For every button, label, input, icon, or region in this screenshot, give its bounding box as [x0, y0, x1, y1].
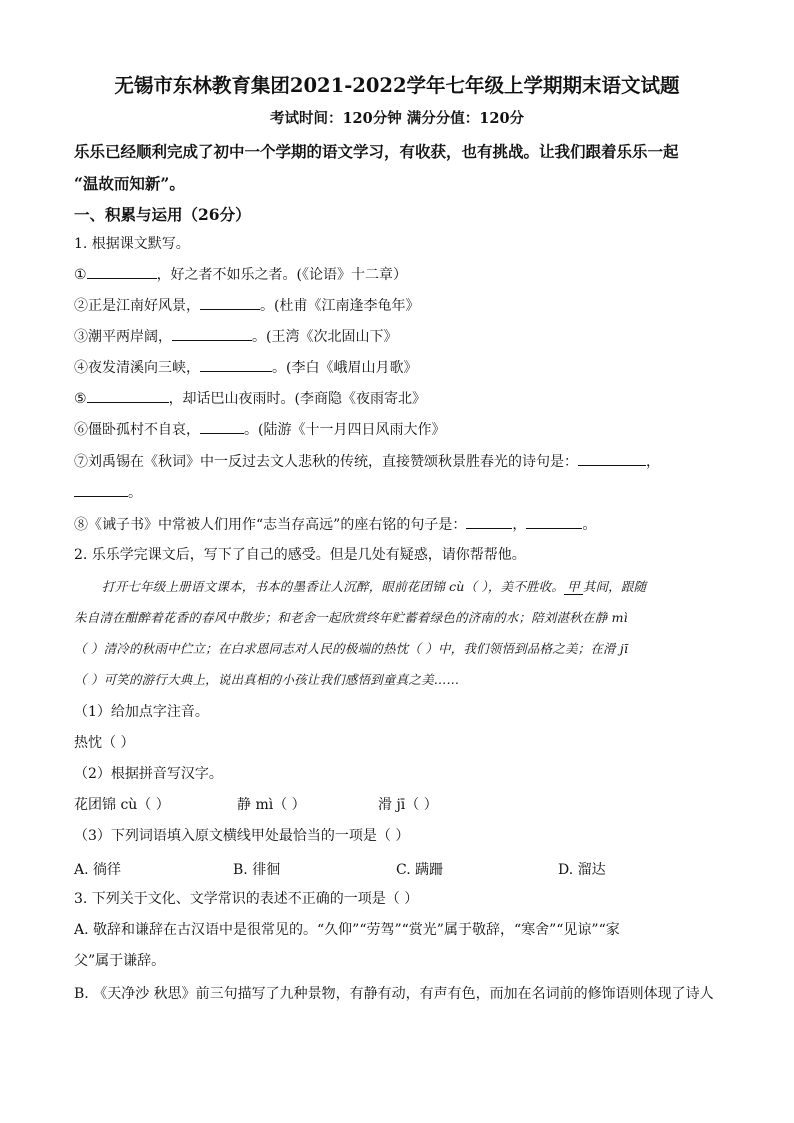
q2-option-d[interactable]: D. 溜达: [558, 862, 606, 878]
q1-item-4-pre: ④夜发清溪向三峡，: [74, 360, 200, 376]
q2-sub2-a[interactable]: 花团锦 cù（ ）: [74, 797, 170, 813]
q1-item-4-blank[interactable]: [200, 357, 272, 372]
q3-option-a-line-1[interactable]: A. 敬辞和谦辞在古汉语中是很常见的。“久仰”“劳驾”“赏光”属于敬辞，“寒舍”“见谅”“家: [74, 922, 620, 938]
q2-sub2-b[interactable]: 静 mì（ ）: [237, 797, 306, 813]
q1-item-7-blank-2[interactable]: [74, 482, 128, 497]
intro-line-1: 乐乐已经顺利完成了初中一个学期的语文学习，有收获，也有挑战。让我们跟着乐乐一起: [74, 142, 679, 161]
q1-stem: 1. 根据课文默写。: [74, 236, 190, 252]
q1-item-2: [74, 295, 419, 316]
q1-item-2-post: 。(杜甫《江南逢李龟年》: [260, 298, 420, 314]
q1-item-3: [74, 326, 397, 347]
exam-subtitle: 考试时间：120分钟 满分分值：120分: [269, 110, 525, 127]
q2-passage-line-2: 朱自清在酣醉着花香的春风中散步；和老舍一起欣赏终年贮蓄着绿色的济南的水；陪刘湛秋在静 mì: [74, 610, 628, 625]
q3-option-a-line-2[interactable]: 父”属于谦辞。: [74, 953, 166, 969]
q2-option-b[interactable]: B. 徘徊: [233, 862, 281, 878]
q2-sub1-answer[interactable]: 热忱（ ）: [74, 735, 135, 751]
q2-option-a[interactable]: A. 徜徉: [74, 862, 122, 878]
q2-passage-1b: 其间，跟随: [582, 579, 647, 594]
q2-sub1: （1）给加点字注音。: [74, 704, 209, 720]
q1-item-7-pre: ⑦刘禹锡在《秋词》中一反过去文人悲秋的传统，直接赞颂秋景胜春光的诗句是：: [74, 454, 578, 470]
q1-item-5-pre: ⑤: [74, 391, 87, 407]
q2-passage-line-1: [102, 577, 646, 597]
q2-jia-blank[interactable]: 甲: [564, 579, 583, 595]
q1-item-1-post: ，好之者不如乐之者。(《论语》十二章）: [156, 267, 408, 283]
q2-option-c[interactable]: C. 蹒跚: [396, 862, 444, 878]
q1-item-1-pre: ①: [74, 267, 87, 283]
q1-item-1-blank[interactable]: [87, 264, 157, 279]
q2-sub2-c[interactable]: 滑 jī（ ）: [378, 797, 438, 813]
q1-item-7: [74, 451, 660, 472]
q1-item-7-cont: [74, 482, 142, 503]
q1-item-3-blank[interactable]: [172, 326, 252, 341]
q3-stem: 3. 下列关于文化、文学常识的表述不正确的一项是（ ）: [74, 891, 419, 907]
q1-item-7-end: 。: [128, 485, 142, 501]
q3-option-b-line-1[interactable]: B. 《天净沙 秋思》前三句描写了九种景物，有静有动，有声有色，而加在名词前的修饰语则体现了诗人: [74, 986, 714, 1002]
q2-sub2: （2）根据拼音写汉字。: [74, 766, 223, 782]
q1-item-8-blank-1[interactable]: [466, 514, 512, 529]
q1-item-4: [74, 357, 417, 378]
q1-item-6: [74, 419, 445, 440]
q1-item-8-pre: ⑧《诫子书》中常被人们用作“志当存高远”的座右铭的句子是：: [74, 517, 467, 533]
q1-item-3-post: 。(王湾《次北固山下》: [252, 329, 398, 345]
q1-item-6-blank[interactable]: [200, 419, 244, 434]
q2-passage-1a: 打开七年级上册语文课本，书本的墨香让人沉醉，眼前花团锦 cù（ ），美不胜收。: [102, 579, 565, 594]
q1-item-2-blank[interactable]: [200, 295, 260, 310]
q2-passage-line-3: （ ）清冷的秋雨中伫立；在白求恩同志对人民的极端的热忱（ ）中，我们领悟到品格之美；在滑 jī: [74, 641, 629, 656]
q2-sub3: （3）下列词语填入原文横线甲处最恰当的一项是（ ）: [74, 828, 410, 844]
q1-item-6-post: 。(陆游《十一月四日风雨大作》: [244, 422, 446, 438]
q1-item-8-mid: ，: [512, 517, 527, 533]
q1-item-3-pre: ③潮平两岸阔，: [74, 329, 172, 345]
exam-title: 无锡市东林教育集团2021-2022学年七年级上学期期末语文试题: [114, 74, 680, 97]
q1-item-2-pre: ②正是江南好风景，: [74, 298, 200, 314]
q1-item-5-post: ，却话巴山夜雨时。(李商隐《夜雨寄北》: [168, 391, 427, 407]
intro-line-2: “温故而知新”。: [74, 174, 185, 193]
q1-item-7-mid: ，: [646, 454, 660, 470]
q1-item-4-post: 。(李白《峨眉山月歌》: [272, 360, 418, 376]
q1-item-5-blank[interactable]: [87, 388, 169, 403]
q1-item-1: [74, 264, 407, 285]
q1-item-6-pre: ⑥僵卧孤村不自哀，: [74, 422, 200, 438]
q1-item-8-end: 。: [582, 517, 597, 533]
q2-passage-line-4: （ ）可笑的游行大典上，说出真相的小孩让我们感悟到童真之美……: [74, 672, 460, 687]
q1-item-7-blank-1[interactable]: [578, 451, 646, 466]
q1-item-5: [74, 388, 426, 409]
section-heading: 一、积累与运用（26分）: [74, 205, 251, 224]
q1-item-8-blank-2[interactable]: [526, 514, 582, 529]
q2-stem: 2. 乐乐学完课文后，写下了自己的感受。但是几处有疑惑，请你帮帮他。: [74, 547, 526, 563]
q1-item-8: [74, 514, 596, 535]
